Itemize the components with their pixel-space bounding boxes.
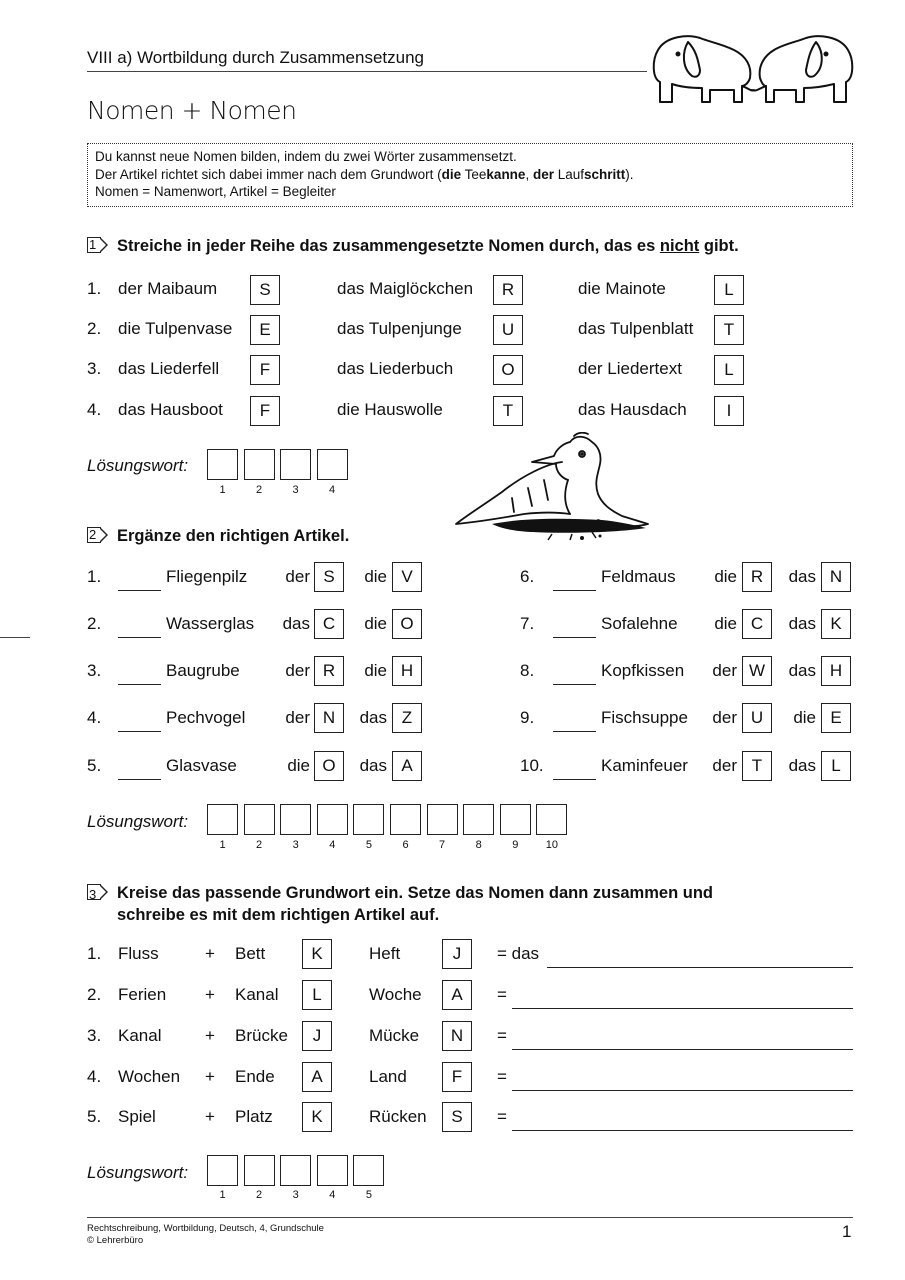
- solution-box[interactable]: [280, 449, 311, 480]
- letter-box: T: [714, 315, 744, 345]
- answer-line[interactable]: [512, 1049, 853, 1050]
- task1-word[interactable]: das Tulpenblatt: [578, 319, 694, 338]
- letter-box: R: [742, 562, 772, 592]
- article-blank[interactable]: [118, 637, 161, 638]
- footer: [87, 1223, 324, 1247]
- letter-box: Z: [392, 703, 422, 733]
- solution-number: 1: [219, 839, 226, 851]
- task2-word: Pechvogel: [166, 708, 246, 727]
- letter-box: O: [392, 609, 422, 639]
- margin-mark: [0, 637, 30, 638]
- task1-word[interactable]: der Maibaum: [118, 279, 218, 298]
- article-blank[interactable]: [553, 637, 596, 638]
- solution-box[interactable]: [317, 1155, 348, 1186]
- solution-label: Lösungswort:: [87, 456, 189, 475]
- letter-box: O: [493, 355, 523, 385]
- letter-box: S: [442, 1102, 472, 1132]
- article-option: das: [359, 756, 387, 775]
- article-option: der: [285, 567, 310, 586]
- task3-word: Kanal: [118, 1026, 162, 1045]
- footer-line-1: Rechtschreibung, Wortbildung, Deutsch, 4, Grundschule: [87, 1223, 324, 1234]
- grundwort-option[interactable]: Heft: [369, 944, 401, 963]
- solution-number: 4: [328, 484, 336, 496]
- article-blank[interactable]: [118, 590, 161, 591]
- solution-box[interactable]: [244, 1155, 275, 1186]
- article-option: das: [788, 614, 816, 633]
- task2-word: Fischsuppe: [601, 708, 688, 727]
- solution-number: 4: [329, 839, 336, 851]
- solution-label: Lösungswort:: [87, 1163, 189, 1182]
- article-option: die: [793, 708, 816, 727]
- letter-box: E: [821, 703, 851, 733]
- letter-box: N: [442, 1021, 472, 1051]
- letter-box: S: [314, 562, 344, 592]
- task1-row-number: 1.: [87, 279, 102, 298]
- task1-word[interactable]: das Liederfell: [118, 359, 220, 378]
- page-title: Nomen + Nomen: [87, 96, 297, 125]
- grundwort-option[interactable]: Ende: [235, 1067, 275, 1086]
- plus-sign: +: [205, 1107, 215, 1126]
- header-title: VIII a) Wortbildung durch Zusammensetzung: [87, 48, 425, 67]
- task2-word: Glasvase: [166, 756, 237, 775]
- task3-row-number: 3.: [87, 1026, 102, 1045]
- letter-box: A: [302, 1062, 332, 1092]
- article-blank[interactable]: [553, 779, 596, 780]
- article-option: das: [359, 708, 387, 727]
- article-option: die: [714, 614, 737, 633]
- letter-box: K: [302, 1102, 332, 1132]
- solution-number: 4: [329, 1189, 336, 1201]
- task1-word[interactable]: das Liederbuch: [337, 359, 454, 378]
- task2-word: Feldmaus: [601, 567, 676, 586]
- solution-number: 2: [255, 484, 263, 496]
- equals-sign: =: [497, 1107, 507, 1126]
- footer-rule: [87, 1217, 853, 1218]
- task1-word[interactable]: der Liedertext: [578, 359, 682, 378]
- plus-sign: +: [205, 1067, 215, 1086]
- letter-box: T: [493, 396, 523, 426]
- solution-label: Lösungswort:: [87, 812, 189, 831]
- letter-box: A: [442, 980, 472, 1010]
- task2-row-number: 3.: [87, 661, 102, 680]
- solution-number: 3: [292, 839, 299, 851]
- task1-word[interactable]: die Hauswolle: [337, 400, 443, 419]
- equals-sign: =: [497, 1067, 507, 1086]
- solution-number: 5: [365, 1189, 372, 1201]
- solution-box[interactable]: [427, 804, 458, 835]
- task2-word: Kaminfeuer: [601, 756, 688, 775]
- solution-box[interactable]: [244, 804, 275, 835]
- letter-box: N: [821, 562, 851, 592]
- task1-row-number: 2.: [87, 319, 102, 338]
- letter-box: R: [314, 656, 344, 686]
- solution-box[interactable]: [280, 804, 311, 835]
- solution-number: 3: [292, 484, 299, 496]
- task1-word[interactable]: das Hausboot: [118, 400, 223, 419]
- elephants-icon: [648, 30, 858, 106]
- letter-box: F: [250, 396, 280, 426]
- article-blank[interactable]: [118, 684, 161, 685]
- task1-word[interactable]: das Hausdach: [578, 400, 687, 419]
- solution-box[interactable]: [536, 804, 567, 835]
- task2-word: Wasserglas: [166, 614, 255, 633]
- letter-box: T: [742, 751, 772, 781]
- solution-box[interactable]: [207, 449, 238, 480]
- info-line-2: Der Artikel richtet sich dabei immer nach dem Grundwort (die Teekanne, der Laufschritt).: [95, 166, 634, 182]
- grundwort-option[interactable]: Land: [369, 1067, 407, 1086]
- letter-box: U: [742, 703, 772, 733]
- task3-row-number: 2.: [87, 985, 102, 1004]
- plus-sign: +: [205, 985, 215, 1004]
- task2-row-number: 10.: [520, 756, 544, 775]
- article-blank[interactable]: [553, 590, 596, 591]
- info-line-1: Du kannst neue Nomen bilden, indem du zwei Wörter zusammensetzt.: [95, 149, 517, 164]
- task-number-icon: 3: [87, 884, 103, 902]
- answer-line[interactable]: [512, 1090, 853, 1091]
- article-option: das: [788, 756, 816, 775]
- solution-box[interactable]: [500, 804, 531, 835]
- task3-word: Wochen: [118, 1067, 181, 1086]
- letter-box: F: [442, 1062, 472, 1092]
- task1-word[interactable]: die Mainote: [578, 279, 666, 298]
- article-blank[interactable]: [553, 731, 596, 732]
- task1-row-number: 4.: [87, 400, 102, 419]
- solution-box[interactable]: [280, 1155, 311, 1186]
- task2-row-number: 4.: [87, 708, 102, 727]
- solution-number: 8: [475, 839, 482, 851]
- task3-heading: 3 Kreise das passende Grundwort ein. Setze das Nomen dann zusammen und schreibe es mit dem richtigen Artikel auf.: [89, 884, 713, 924]
- grundwort-option[interactable]: Rücken: [369, 1107, 427, 1126]
- solution-box[interactable]: [207, 804, 238, 835]
- article-option: das: [788, 661, 816, 680]
- solution-box[interactable]: [317, 449, 348, 480]
- grundwort-option[interactable]: Kanal: [235, 985, 279, 1004]
- article-option: die: [364, 661, 387, 680]
- letter-box: H: [821, 656, 851, 686]
- letter-box: L: [714, 275, 744, 305]
- task3-row-number: 4.: [87, 1067, 102, 1086]
- letter-box: S: [250, 275, 280, 305]
- task2-word: Sofalehne: [601, 614, 678, 633]
- solution-number: 10: [545, 839, 559, 851]
- task3-word: Ferien: [118, 985, 167, 1004]
- article-option: die: [364, 567, 387, 586]
- equals-sign: =: [497, 985, 507, 1004]
- equals-sign: =: [497, 1026, 507, 1045]
- task1-word[interactable]: das Tulpenjunge: [337, 319, 462, 338]
- article-option: die: [714, 567, 737, 586]
- footer-line-2: © Lehrerbüro: [87, 1235, 144, 1246]
- letter-box: I: [714, 396, 744, 426]
- task2-heading: 2 Ergänze den richtigen Artikel.: [89, 527, 350, 545]
- letter-box: L: [821, 751, 851, 781]
- task2-row-number: 9.: [520, 708, 535, 727]
- letter-box: R: [493, 275, 523, 305]
- solution-box[interactable]: [353, 804, 384, 835]
- task3-row-number: 1.: [87, 944, 102, 963]
- task2-word: Baugrube: [166, 661, 240, 680]
- answer-line[interactable]: [512, 1130, 853, 1131]
- letter-box: F: [250, 355, 280, 385]
- article-option: die: [364, 614, 387, 633]
- solution-box[interactable]: [244, 449, 275, 480]
- task-number-icon: 2: [87, 527, 103, 545]
- letter-box: A: [392, 751, 422, 781]
- letter-box: K: [821, 609, 851, 639]
- task1-word[interactable]: die Tulpenvase: [118, 319, 233, 338]
- task2-row-number: 7.: [520, 614, 535, 633]
- letter-box: C: [742, 609, 772, 639]
- solution-number: 9: [512, 839, 519, 851]
- article-option: der: [285, 661, 310, 680]
- task3-row-number: 5.: [87, 1107, 102, 1126]
- grundwort-option[interactable]: Mücke: [369, 1026, 420, 1045]
- solution-number: 5: [365, 839, 372, 851]
- solution-box[interactable]: [317, 804, 348, 835]
- task2-word: Kopfkissen: [601, 661, 685, 680]
- letter-box: E: [250, 315, 280, 345]
- letter-box: O: [314, 751, 344, 781]
- task2-word: Fliegenpilz: [166, 567, 248, 586]
- solution-box[interactable]: [207, 1155, 238, 1186]
- article-option: der: [712, 756, 737, 775]
- solution-number: 3: [292, 1189, 299, 1201]
- letter-box: U: [493, 315, 523, 345]
- grundwort-option[interactable]: Brücke: [235, 1026, 288, 1045]
- crow-icon: [452, 432, 662, 542]
- page-number: 1: [842, 1222, 852, 1241]
- solution-number: 6: [402, 839, 409, 851]
- task1-heading: 1 Streiche in jeder Reihe das zusammengesetzte Nomen durch, das es nicht gibt.: [89, 237, 739, 255]
- task2-row-number: 5.: [87, 756, 102, 775]
- solution-box[interactable]: [390, 804, 421, 835]
- answer-line[interactable]: [512, 1008, 853, 1009]
- article-blank[interactable]: [553, 684, 596, 685]
- article-blank[interactable]: [118, 731, 161, 732]
- solution-number: 2: [256, 839, 263, 851]
- info-line-3: Nomen = Namenwort, Artikel = Begleiter: [95, 184, 336, 199]
- letter-box: J: [442, 939, 472, 969]
- equals-sign: = das: [497, 944, 540, 963]
- letter-box: W: [742, 656, 772, 686]
- task2-row-number: 2.: [87, 614, 102, 633]
- letter-box: L: [302, 980, 332, 1010]
- task2-row-number: 1.: [87, 567, 102, 586]
- article-option: der: [712, 661, 737, 680]
- letter-box: V: [392, 562, 422, 592]
- plus-sign: +: [205, 1026, 215, 1045]
- solution-number: 1: [219, 484, 226, 496]
- grundwort-option[interactable]: Bett: [235, 944, 266, 963]
- letter-box: N: [314, 703, 344, 733]
- solution-box[interactable]: [353, 1155, 384, 1186]
- grundwort-option[interactable]: Woche: [369, 985, 422, 1004]
- letter-box: J: [302, 1021, 332, 1051]
- plus-sign: +: [205, 944, 215, 963]
- article-option: der: [712, 708, 737, 727]
- article-option: der: [285, 708, 310, 727]
- article-option: das: [282, 614, 310, 633]
- solution-number: 1: [219, 1189, 226, 1201]
- task3-word: Spiel: [118, 1107, 156, 1126]
- article-option: das: [788, 567, 816, 586]
- header-rule: [87, 71, 647, 72]
- task2-row-number: 8.: [520, 661, 535, 680]
- letter-box: L: [714, 355, 744, 385]
- grundwort-option[interactable]: Platz: [235, 1107, 273, 1126]
- info-box: [87, 143, 853, 207]
- task2-row-number: 6.: [520, 567, 535, 586]
- letter-box: K: [302, 939, 332, 969]
- letter-box: C: [314, 609, 344, 639]
- task1-word[interactable]: das Maiglöckchen: [337, 279, 474, 298]
- answer-line[interactable]: [547, 967, 853, 968]
- letter-box: H: [392, 656, 422, 686]
- task3-word: Fluss: [118, 944, 159, 963]
- task1-row-number: 3.: [87, 359, 102, 378]
- solution-number: 7: [439, 839, 446, 851]
- solution-number: 2: [256, 1189, 263, 1201]
- solution-box[interactable]: [463, 804, 494, 835]
- article-blank[interactable]: [118, 779, 161, 780]
- task-number-icon: 1: [87, 237, 103, 255]
- article-option: die: [287, 756, 310, 775]
